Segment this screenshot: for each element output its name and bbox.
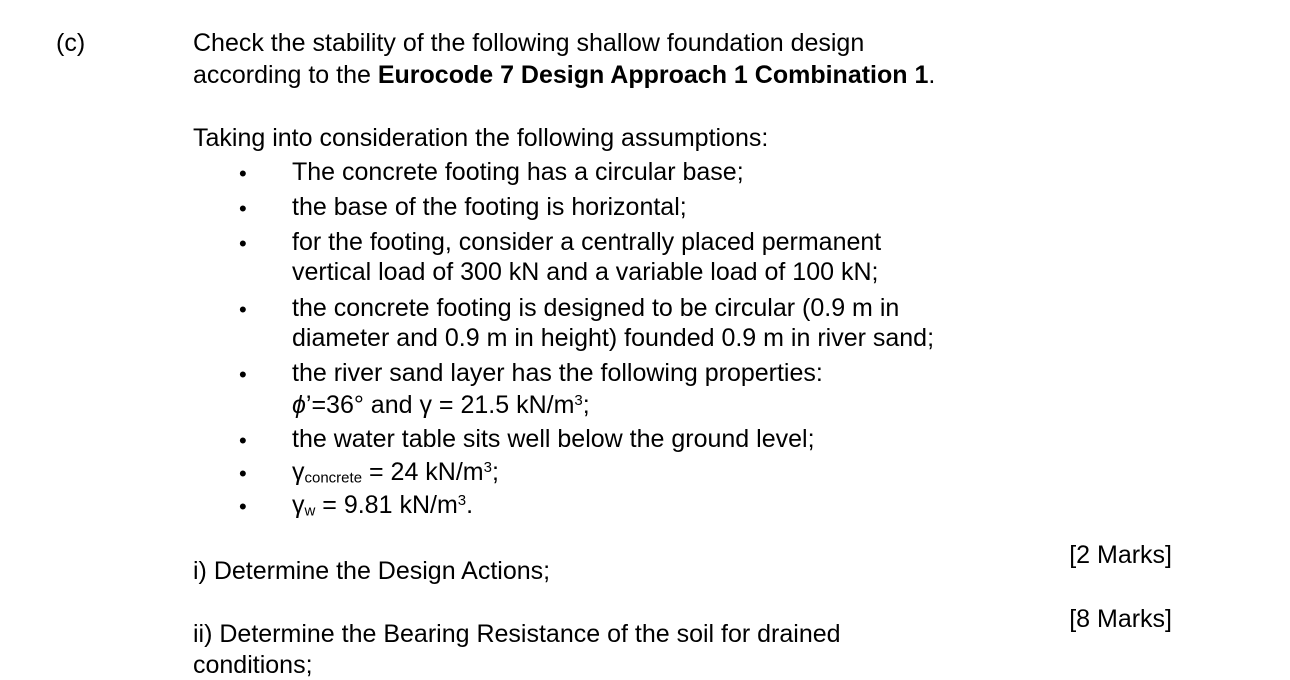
friction-angle-unit-weight (292, 391, 590, 420)
assumption-water-table: the water table sits well below the ground level; (292, 425, 815, 453)
intro-prefix: according to the (193, 61, 378, 89)
cubed-superscript: 3 (574, 391, 583, 409)
assumption-loads-line-1: for the footing, consider a centrally placed permanent (292, 228, 882, 256)
eurocode-reference: Eurocode 7 Design Approach 1 Combination 1 (377, 61, 929, 89)
bullet-marker: • (239, 161, 247, 186)
question-label: (c) (56, 29, 86, 57)
bullet-marker: • (239, 494, 247, 519)
phi-symbol: ϕ (292, 391, 306, 419)
gamma-water-end: . (466, 491, 474, 519)
cubed-superscript: 3 (483, 458, 492, 476)
gamma-water-value: = 9.81 kN/m (315, 491, 458, 519)
part-i-marks: [2 Marks] (1069, 541, 1172, 569)
water-subscript: w (304, 502, 316, 520)
bullet-marker: • (239, 428, 247, 453)
part-ii-question-line-2: conditions; (193, 651, 313, 679)
assumption-circular-base: The concrete footing has a circular base; (292, 158, 744, 186)
intro-line-1: Check the stability of the following shallow foundation design (193, 29, 865, 57)
concrete-subscript: concrete (304, 469, 363, 487)
bullet-marker: • (239, 461, 247, 486)
part-i-question: i) Determine the Design Actions; (193, 557, 551, 585)
bullet-marker: • (239, 297, 247, 322)
bullet-marker: • (239, 231, 247, 256)
assumption-dimensions-line-1: the concrete footing is designed to be circular (0.9 m in (292, 294, 900, 322)
assumption-horizontal-base: the base of the footing is horizontal; (292, 193, 687, 221)
bullet-marker: • (239, 196, 247, 221)
cubed-superscript: 3 (457, 491, 467, 509)
assumptions-heading: Taking into consideration the following assumptions: (193, 124, 769, 152)
intro-line-2 (193, 61, 935, 90)
assumption-dimensions-line-2: diameter and 0.9 m in height) founded 0.9 m in river sand; (292, 324, 935, 352)
gamma-concrete-end: ; (491, 458, 499, 486)
gamma-concrete-value: = 24 kN/m (362, 458, 484, 486)
gamma-symbol: γ (292, 491, 305, 519)
gamma-concrete (292, 458, 499, 487)
friction-end: ; (582, 391, 590, 419)
assumption-loads-line-2: vertical load of 300 kN and a variable load of 100 kN; (292, 258, 879, 286)
part-ii-question-line-1: ii) Determine the Bearing Resistance of the soil for drained (193, 620, 841, 648)
part-ii-marks: [8 Marks] (1069, 605, 1172, 633)
gamma-water (292, 491, 473, 520)
bullet-marker: • (239, 362, 247, 387)
gamma-symbol: γ (292, 458, 305, 486)
assumption-sand-properties: the river sand layer has the following properties: (292, 359, 823, 387)
intro-suffix: . (928, 61, 936, 89)
friction-text: ’=36° and γ = 21.5 kN/m (305, 391, 575, 419)
